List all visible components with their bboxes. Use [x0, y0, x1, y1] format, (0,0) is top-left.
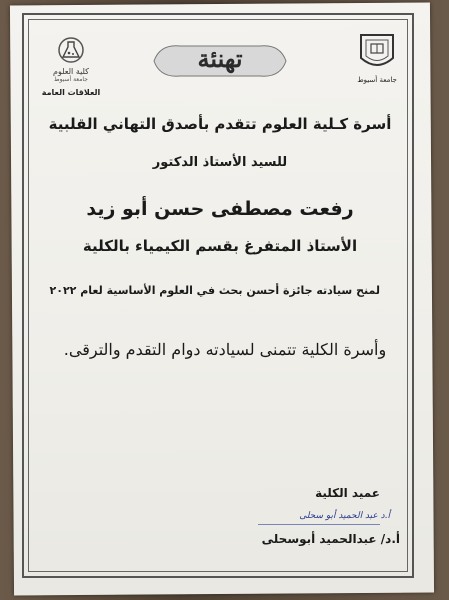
recipient-honorific: للسيد الأستاذ الدكتور: [152, 155, 288, 170]
closing-wishes: وأسرة الكلية تتمنى لسيادته دوام التقدم والترقى.: [63, 340, 387, 359]
faculty-logo: [40, 35, 102, 105]
faculty-logo-subtitle: جامعة أسيوط: [54, 76, 88, 83]
faculty-logo-name: كلية العلوم: [53, 67, 89, 76]
university-crest-icon: [358, 32, 396, 74]
certificate-title: تهنئة: [197, 44, 243, 73]
congratulation-intro: أسرة كـلية العلوم تتقدم بأصدق التهاني القلبية: [48, 115, 392, 133]
university-crest-caption: جامعة أسيوط: [357, 76, 397, 84]
recipient-position: الأستاذ المتفرغ بقسم الكيمياء بالكلية: [82, 237, 358, 255]
dean-signature: أ.د عبد الحميد أبو سحلى: [299, 511, 390, 521]
flask-emblem-icon: [54, 35, 88, 65]
public-relations-label: العلاقات العامة: [41, 88, 101, 97]
signature-underline: [258, 524, 380, 525]
dean-title: عميد الكلية: [315, 486, 380, 500]
recipient-name: رفعت مصطفى حسن أبو زيد: [86, 198, 354, 220]
award-occasion: لمنح سيادته جائزة أحسن بحث في العلوم الأساسية لعام ٢٠٢٢: [49, 284, 380, 297]
dean-name: أ.د/ عبدالحميد أبوسحلى: [261, 532, 400, 546]
